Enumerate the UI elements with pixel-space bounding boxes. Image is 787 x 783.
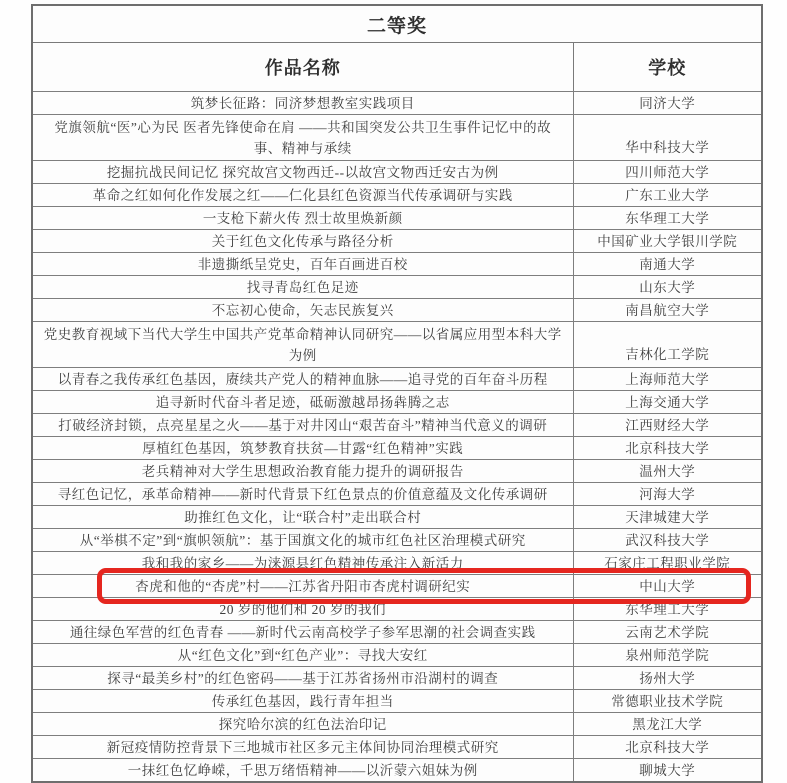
table-row [33, 321, 761, 367]
table-row [33, 551, 761, 574]
school-cell: 石家庄工程职业学院 [573, 552, 761, 574]
work-cell: 挖掘抗战民间记忆 探究故宫文物西迁--以故宫文物西迁安古为例 [106, 164, 499, 180]
work-cell: 从“红色文化”到“红色产业”：寻找大安红 [177, 647, 428, 663]
work-cell: 老兵精神对大学生思想政治教育能力提升的调研报告 [141, 463, 464, 479]
work-cell: 传承红色基因，践行青年担当 [211, 693, 394, 709]
table-row [33, 413, 761, 436]
work-cell: 党史教育视域下当代大学生中国共产党革命精神认同研究——以省属应用型本科大学为例 [43, 326, 562, 363]
column-header-work: 作品名称 [264, 58, 341, 78]
table-row [33, 597, 761, 620]
work-cell: 关于红色文化传承与路径分析 [211, 233, 394, 249]
column-header-school: 学校 [573, 43, 761, 91]
school-cell: 同济大学 [573, 92, 761, 114]
school-cell: 东华理工大学 [573, 598, 761, 620]
work-cell: 从“举棋不定”到“旗帜领航”：基于国旗文化的城市红色社区治理模式研究 [79, 532, 526, 548]
table-row [33, 528, 761, 551]
work-cell: 追寻新时代奋斗者足迹，砥砺激越昂扬犇腾之志 [155, 394, 450, 410]
school-cell: 温州大学 [573, 460, 761, 482]
school-cell: 云南艺术学院 [573, 621, 761, 643]
work-cell: 党旗领航“医”心为民 医者先锋使命在肩 ——共和国突发公共卫生事件记忆中的故事、精神与承续 [54, 119, 552, 156]
table-row [33, 666, 761, 689]
table-body [33, 91, 761, 781]
work-cell: 我和我的家乡——为涞源县红色精神传承注入新活力 [141, 555, 464, 571]
school-cell: 华中科技大学 [573, 115, 761, 160]
table-row [33, 160, 761, 183]
school-cell: 东华理工大学 [573, 207, 761, 229]
table-row [33, 367, 761, 390]
table-row [33, 114, 761, 160]
table-row [33, 298, 761, 321]
table-row [33, 436, 761, 459]
school-cell: 黑龙江大学 [573, 713, 761, 735]
table-row [33, 574, 761, 597]
work-cell: 打破经济封锁，点亮星星之火——基于对井冈山“艰苦奋斗”精神当代意义的调研 [58, 417, 548, 433]
school-cell: 山东大学 [573, 276, 761, 298]
school-cell: 上海师范大学 [573, 368, 761, 390]
school-cell: 河海大学 [573, 483, 761, 505]
table-row [33, 459, 761, 482]
table-row [33, 91, 761, 114]
school-cell: 中山大学 [573, 575, 761, 597]
work-cell: 探寻“最美乡村”的红色密码——基于江苏省扬州市沿湖村的调查 [107, 670, 499, 686]
work-cell: 厚植红色基因，筑梦教育扶贫—甘露“红色精神”实践 [142, 440, 464, 456]
school-cell: 北京科技大学 [573, 437, 761, 459]
school-cell: 武汉科技大学 [573, 529, 761, 551]
school-cell: 吉林化工学院 [573, 322, 761, 367]
table-title: 二等奖 [366, 15, 427, 37]
school-cell: 上海交通大学 [573, 391, 761, 413]
school-cell: 南通大学 [573, 253, 761, 275]
work-cell: 寻红色记忆，承革命精神——新时代背景下红色景点的价值意蕴及文化传承调研 [57, 486, 548, 502]
table-row [33, 505, 761, 528]
table-row [33, 183, 761, 206]
table-row [33, 252, 761, 275]
work-cell: 革命之红如何化作发展之红——仁化县红色资源当代传承调研与实践 [92, 187, 513, 203]
school-cell: 四川师范大学 [573, 161, 761, 183]
table-row [33, 735, 761, 758]
table-row [33, 229, 761, 252]
work-cell: 探究哈尔滨的红色法治印记 [218, 716, 387, 732]
table-row [33, 689, 761, 712]
school-cell: 江西财经大学 [573, 414, 761, 436]
work-cell: 找寻青岛红色足迹 [246, 279, 359, 295]
work-cell: 一支枪下薪火传 烈士故里焕新颜 [202, 210, 403, 226]
work-cell: 不忘初心使命，矢志民族复兴 [211, 302, 394, 318]
school-cell: 天津城建大学 [573, 506, 761, 528]
work-cell: 非遗撕纸呈党史，百年百画进百校 [197, 256, 408, 272]
school-cell: 聊城大学 [573, 759, 761, 781]
work-cell: 一抹红色忆峥嵘，千思万绪悟精神——以沂蒙六姐妹为例 [127, 762, 478, 778]
table-header [33, 42, 761, 91]
table-row [33, 390, 761, 413]
awards-table [31, 4, 763, 783]
school-cell: 常德职业技术学院 [573, 690, 761, 712]
work-cell: 以青春之我传承红色基因，赓续共产党人的精神血脉——追寻党的百年奋斗历程 [57, 371, 548, 387]
work-cell: 助推红色文化，让“联合村”走出联合村 [184, 509, 422, 525]
table-row [33, 643, 761, 666]
work-cell: 筑梦长征路：同济梦想教室实践项目 [190, 95, 415, 111]
school-cell: 广东工业大学 [573, 184, 761, 206]
school-cell: 中国矿业大学银川学院 [573, 230, 761, 252]
table-row [33, 482, 761, 505]
school-cell: 扬州大学 [573, 667, 761, 689]
table-row [33, 620, 761, 643]
table-row [33, 758, 761, 781]
table-row [33, 275, 761, 298]
school-cell: 泉州师范学院 [573, 644, 761, 666]
table-row [33, 206, 761, 229]
table-row [33, 712, 761, 735]
work-cell: 20 岁的他们和 20 岁的我们 [219, 601, 387, 617]
work-cell: 杏虎和他的“杏虎”村——江苏省丹阳市杏虎村调研纪实 [135, 578, 471, 594]
school-cell: 南昌航空大学 [573, 299, 761, 321]
work-cell: 新冠疫情防控背景下三地城市社区多元主体间协同治理模式研究 [106, 739, 499, 755]
school-cell: 北京科技大学 [573, 736, 761, 758]
work-cell: 通往绿色军营的红色青春 ——新时代云南高校学子参军思潮的社会调查实践 [69, 624, 536, 640]
